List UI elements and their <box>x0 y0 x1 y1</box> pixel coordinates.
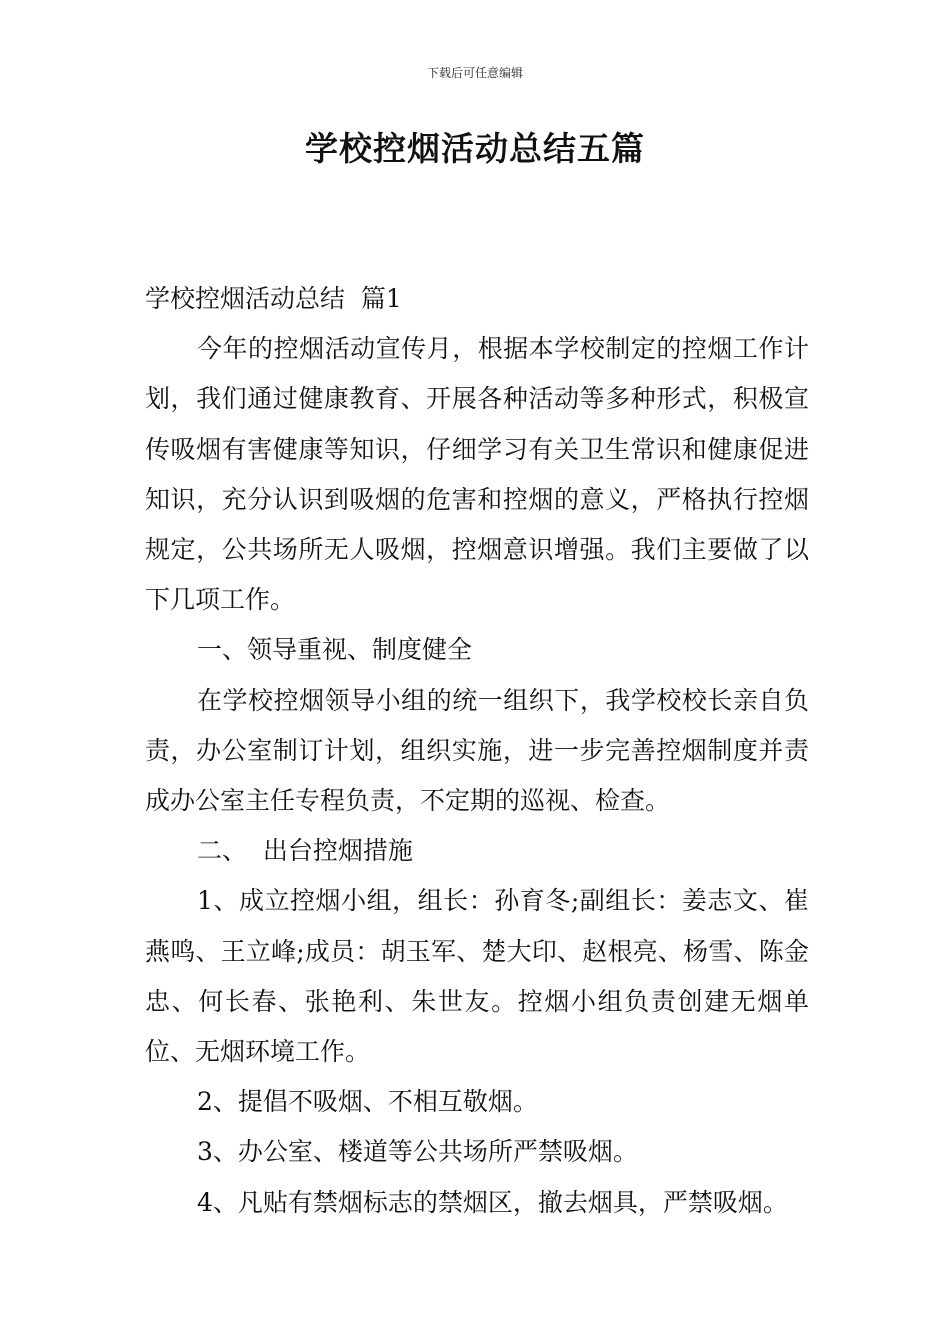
document-title: 学校控烟活动总结五篇 <box>305 129 645 168</box>
paragraph-measure-4: 4、凡贴有禁烟标志的禁烟区，撤去烟具，严禁吸烟。 <box>197 1187 788 1217</box>
subheading-measures: 二、 出台控烟措施 <box>197 836 413 866</box>
paragraph-leadership: 在学校控烟领导小组的统一组织下，我学校校长亲自负责，办公室制订计划，组织实施，进一步完善控烟制度并责成办公室主任专程负责，不定期的巡视、检查。 <box>145 685 809 816</box>
paragraph-intro: 今年的控烟活动宣传月，根据本学校制定的控烟工作计划，我们通过健康教育、开展各种活动等多种形式，积极宣传吸烟有害健康等知识，仔细学习有关卫生常识和健康促进知识，充分认识到吸烟的危害和控烟的意义，严格执行控烟规定，公共场所无人吸烟，控烟意识增强。我们主要做了以下几项工作。 <box>145 334 809 615</box>
section-heading: 学校控烟活动总结 篇1 <box>145 284 402 313</box>
subheading-leadership: 一、领导重视、制度健全 <box>197 635 473 665</box>
paragraph-measure-1: 1、成立控烟小组，组长：孙育冬;副组长：姜志文、崔燕鸣、王立峰;成员：胡玉军、楚大印、赵根亮、杨雪、陈金忠、何长春、张艳利、朱世友。控烟小组负责创建无烟单位、无烟环境工作。 <box>145 886 809 1067</box>
paragraph-measure-2: 2、提倡不吸烟、不相互敬烟。 <box>197 1087 538 1117</box>
page-header-note: 下载后可任意编辑 <box>426 66 523 80</box>
document-body <box>145 274 809 1228</box>
paragraph-measure-3: 3、办公室、楼道等公共场所严禁吸烟。 <box>197 1137 638 1167</box>
